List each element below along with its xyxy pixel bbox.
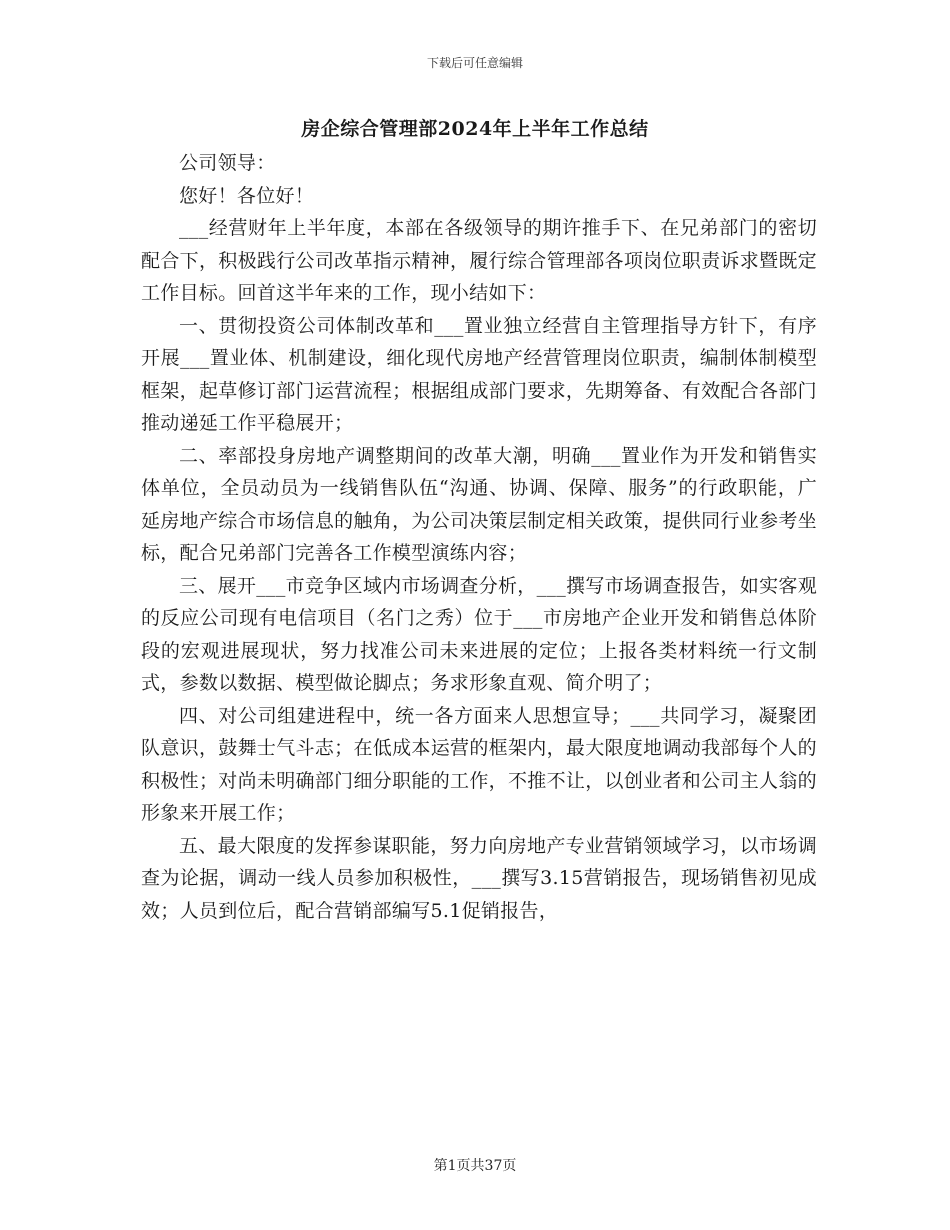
page-number: 第1页共37页 bbox=[433, 1158, 517, 1174]
section-paragraph-5: 五、最大限度的发挥参谋职能，努力向房地产专业营销领域学习，以市场调查为论据，调动一线人员参加积极性，___撰写3.15营销报告，现场销售初见成效；人员到位后，配合营销部编写5.1促销报告， bbox=[141, 834, 817, 922]
page-header-note: 下载后可任意编辑 bbox=[426, 56, 523, 70]
intro-paragraph: ___经营财年上半年度，本部在各级领导的期许推手下、在兄弟部门的密切配合下，积极践行公司改革指示精神，履行综合管理部各项岗位职责诉求暨既定工作目标。回首这半年来的工作，现小结如下： bbox=[141, 217, 817, 304]
section-paragraph-3: 三、展开___市竞争区域内市场调查分析，___撰写市场调查报告，如实客观的反应公司现有电信项目（名门之秀）位于___市房地产企业开发和销售总体阶段的宏观进展现状，努力找准公司未来进展的定位；上报各类材料统一行文制式，参数以数据、模型做论脚点；务求形象直观、简介明了； bbox=[141, 574, 817, 694]
greeting: 您好！各位好！ bbox=[179, 184, 315, 207]
section-paragraph-1: 一、贯彻投资公司体制改革和___置业独立经营自主管理指导方针下，有序开展___置业体、机制建设，细化现代房地产经营管理岗位职责，编制体制模型框架，起草修订部门运营流程；根据组成部门要求，先期筹备、有效配合各部门推动递延工作平稳展开； bbox=[141, 314, 817, 434]
document-title: 房企综合管理部2024年上半年工作总结 bbox=[301, 118, 649, 140]
salutation: 公司领导： bbox=[179, 152, 276, 174]
section-paragraph-2: 二、率部投身房地产调整期间的改革大潮，明确___置业作为开发和销售实体单位，全员动员为一线销售队伍“沟通、协调、保障、服务”的行政职能，广延房地产综合市场信息的触角，为公司决策层制定相关政策，提供同行业参考坐标，配合兄弟部门完善各工作模型演练内容； bbox=[141, 444, 817, 564]
section-paragraph-4: 四、对公司组建进程中，统一各方面来人思想宣导；___共同学习，凝聚团队意识，鼓舞士气斗志；在低成本运营的框架内，最大限度地调动我部每个人的积极性；对尚未明确部门细分职能的工作，不推不让，以创业者和公司主人翁的形象来开展工作； bbox=[141, 704, 817, 824]
document-body bbox=[141, 147, 817, 927]
